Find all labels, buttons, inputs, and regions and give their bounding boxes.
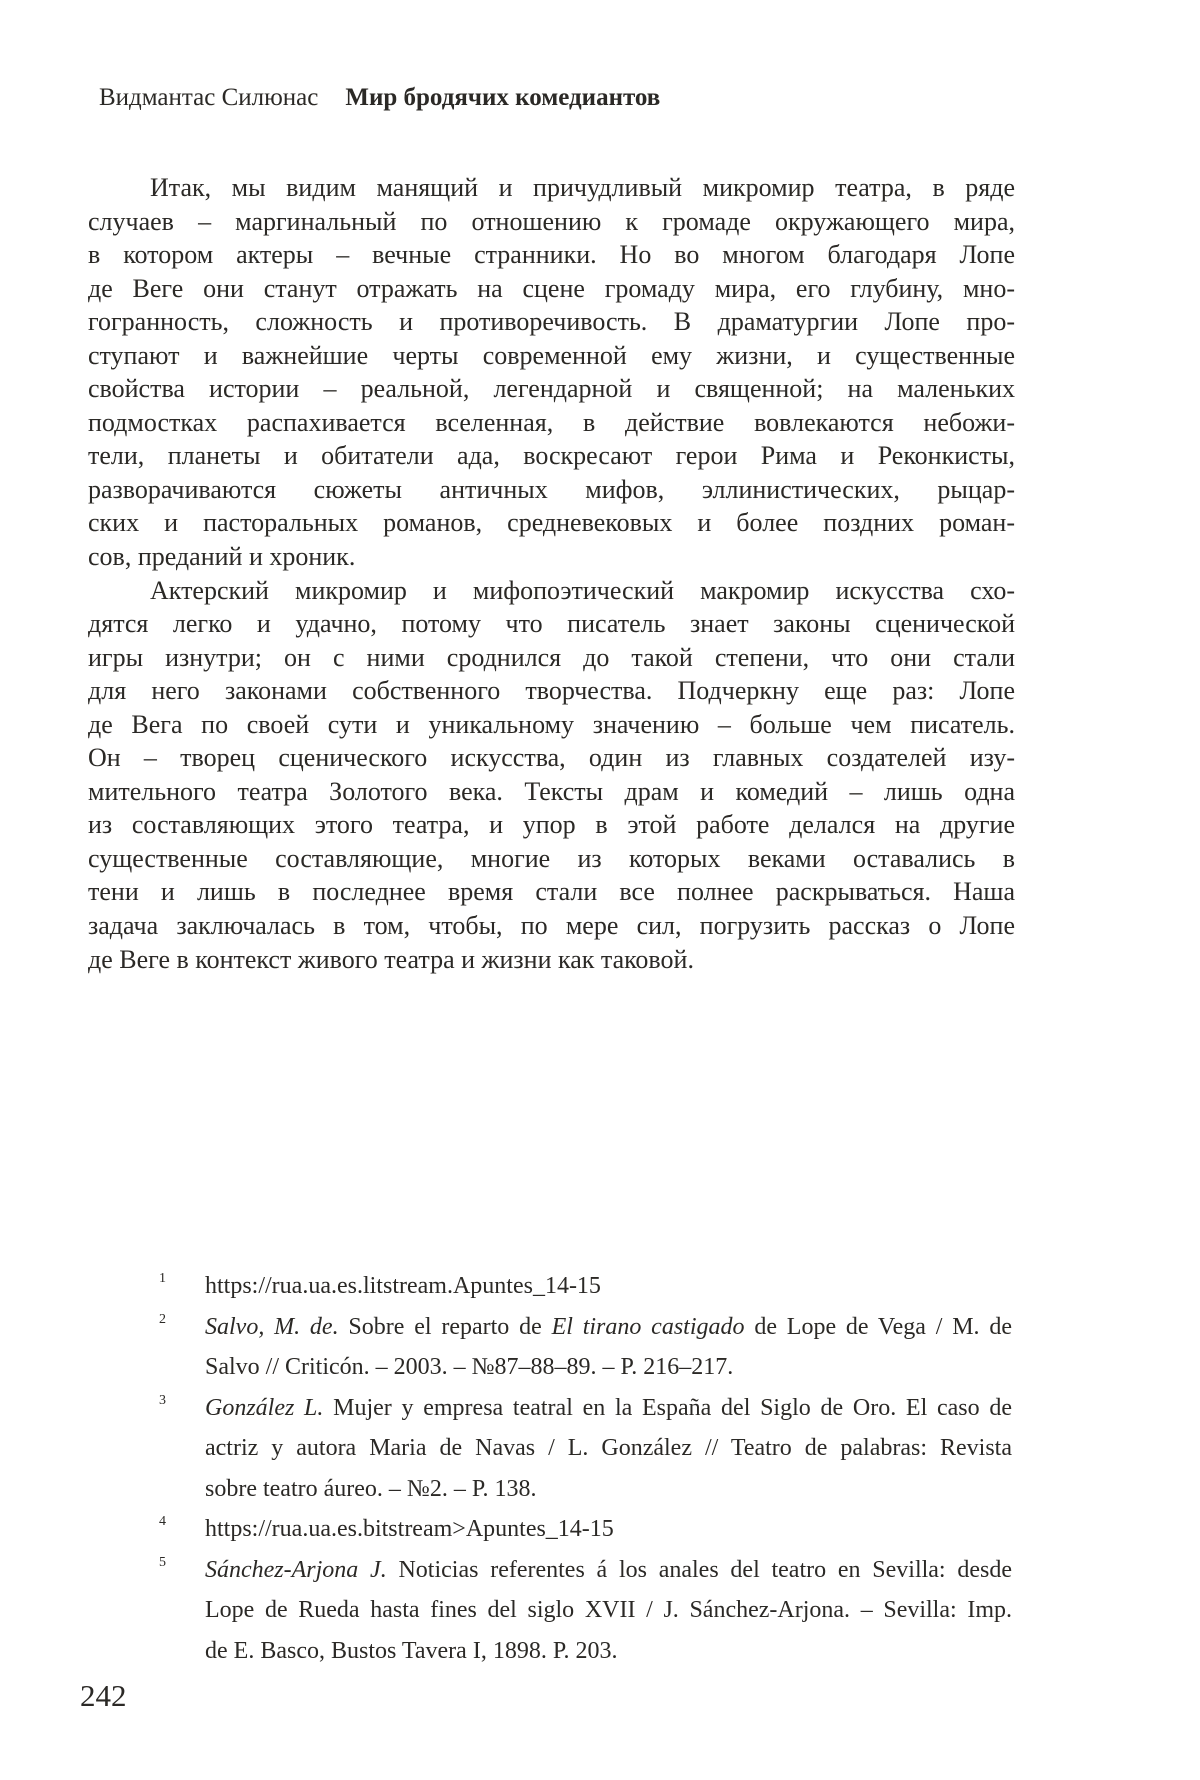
- text-line: игры изнутри; он с ними сроднился до такой степени, что они стали: [88, 642, 1015, 672]
- text-line: в котором актеры – вечные странники. Но во многом благодаря Лопе: [88, 240, 1015, 270]
- text-line: тели, планеты и обитатели ада, воскресают герои Рима и Реконкисты,: [88, 441, 1015, 471]
- text-line: дятся легко и удачно, потому что писатель знает законы сценической: [88, 609, 1015, 639]
- footnote-line: [205, 1428, 1012, 1469]
- text-line: задача заключалась в том, чтобы, по мере сил, погрузить рассказ о Лопе: [88, 911, 1015, 941]
- page-number: 242: [80, 1678, 127, 1713]
- text-line: сов, преданий и хроник.: [88, 542, 356, 572]
- footnote-marker: 3: [159, 1392, 166, 1408]
- footnote-segment: sobre teatro áureo. – №2. – P. 138.: [205, 1475, 537, 1502]
- footnote-line: [205, 1550, 1012, 1591]
- text-line: свойства истории – реальной, легендарной и священной; на маленьких: [88, 374, 1015, 404]
- text-line: тени и лишь в последнее время стали все полнее раскрываться. Наша: [88, 877, 1015, 907]
- text-line: де Вега по своей сути и уникальному значению – больше чем писатель.: [88, 709, 1015, 739]
- text-line: гогранность, сложность и противоречивость. В драматургии Лопе про-: [88, 307, 1015, 337]
- footnote-marker: 4: [159, 1514, 166, 1529]
- text-line: подмостках распахивается вселенная, в действие вовлекаются небожи-: [88, 407, 1015, 437]
- footnote-segment: de Lope de Vega / M. de: [744, 1313, 1012, 1340]
- footnote-marker: 2: [159, 1311, 166, 1327]
- footnote-segment: Sobre el reparto de: [338, 1313, 552, 1340]
- text-line: Актерский микромир и мифопоэтический макромир искусства схо-: [150, 575, 1015, 605]
- footnote-italic-segment: Salvo, M. de.: [205, 1313, 339, 1340]
- footnote-line: [205, 1631, 1012, 1672]
- text-line: Итак, мы видим манящий и причудливый микромир театра, в ряде: [150, 173, 1015, 202]
- footnote-text: [205, 1550, 1012, 1672]
- text-line: ских и пасторальных романов, средневековых и более поздних роман-: [88, 508, 1015, 538]
- paragraph: [88, 171, 1015, 574]
- footnote-segment: de E. Basco, Bustos Tavera I, 1898. P. 203.: [205, 1637, 618, 1664]
- footnote-line: [205, 1388, 1012, 1429]
- footnote-segment: https://rua.ua.es.bitstream>Apuntes_14-15: [205, 1516, 614, 1542]
- footnote-line: [205, 1347, 1012, 1388]
- header-author: Видмантас Силюнас: [99, 84, 319, 111]
- footnote-segment: Noticias referentes á los anales del teatro en Sevilla: desde: [386, 1556, 1012, 1583]
- footnote-line: [205, 1509, 1012, 1550]
- footnote-segment: Lope de Rueda hasta fines del siglo XVII / J. Sánchez-Arjona. – Sevilla: Imp.: [205, 1597, 1012, 1623]
- footnote-text: [205, 1307, 1012, 1388]
- footnote-segment: https://rua.ua.es.litstream.Apuntes_14-15: [205, 1273, 601, 1299]
- text-line: ступают и важнейшие черты современной ему жизни, и существенные: [88, 340, 1015, 370]
- footnote-line: [205, 1590, 1012, 1631]
- text-line: существенные составляющие, многие из которых веками оставались в: [88, 843, 1015, 873]
- header-title: Мир бродячих комедиантов: [345, 84, 661, 111]
- footnote-text: [205, 1509, 1012, 1550]
- text-line: мительного театра Золотого века. Тексты драм и комедий – лишь одна: [88, 776, 1015, 806]
- footnote-segment: Mujer y empresa teatral en la España del Siglo de Oro. El caso de: [323, 1394, 1012, 1421]
- text-line: разворачиваются сюжеты античных мифов, эллинистических, рыцар-: [88, 474, 1015, 504]
- paragraph: [88, 574, 1015, 977]
- text-line: Он – творец сценического искусства, один из главных создателей изу-: [88, 743, 1015, 773]
- footnote-line: [205, 1469, 1012, 1510]
- footnote: [150, 1509, 1012, 1550]
- footnote: [150, 1266, 1012, 1307]
- text-line: де Веге в контекст живого театра и жизни как таковой.: [88, 944, 694, 974]
- text-line: для него законами собственного творчества. Подчеркну еще раз: Лопе: [88, 676, 1015, 706]
- text-line: из составляющих этого театра, и упор в этой работе делался на другие: [88, 810, 1015, 840]
- footnote-marker: 5: [159, 1554, 166, 1570]
- footnote-line: [205, 1307, 1012, 1348]
- footnote-italic-segment: González L.: [205, 1394, 324, 1421]
- footnote-segment: Salvo // Criticón. – 2003. – №87–88–89. – P. 216–217.: [205, 1354, 734, 1380]
- footnote-text: [205, 1388, 1012, 1510]
- text-line: случаев – маргинальный по отношению к громаде окружающего мира,: [88, 206, 1015, 236]
- footnote-segment: actriz y autora Maria de Navas / L. González // Teatro de palabras: Revista: [205, 1435, 1012, 1461]
- footnote-italic-segment: El tirano castigado: [551, 1313, 745, 1340]
- text-line: де Веге они станут отражать на сцене громаду мира, его глубину, мно-: [88, 273, 1015, 303]
- footnotes-section: [150, 1266, 1012, 1671]
- footnote: [150, 1307, 1012, 1388]
- footnote-italic-segment: Sánchez-Arjona J.: [205, 1556, 387, 1583]
- footnote-marker: 1: [159, 1271, 166, 1286]
- running-header: [99, 84, 660, 112]
- body-text: [88, 171, 1015, 976]
- footnote: [150, 1388, 1012, 1510]
- footnote: [150, 1550, 1012, 1672]
- footnote-line: [205, 1266, 1012, 1307]
- footnote-text: [205, 1266, 1012, 1307]
